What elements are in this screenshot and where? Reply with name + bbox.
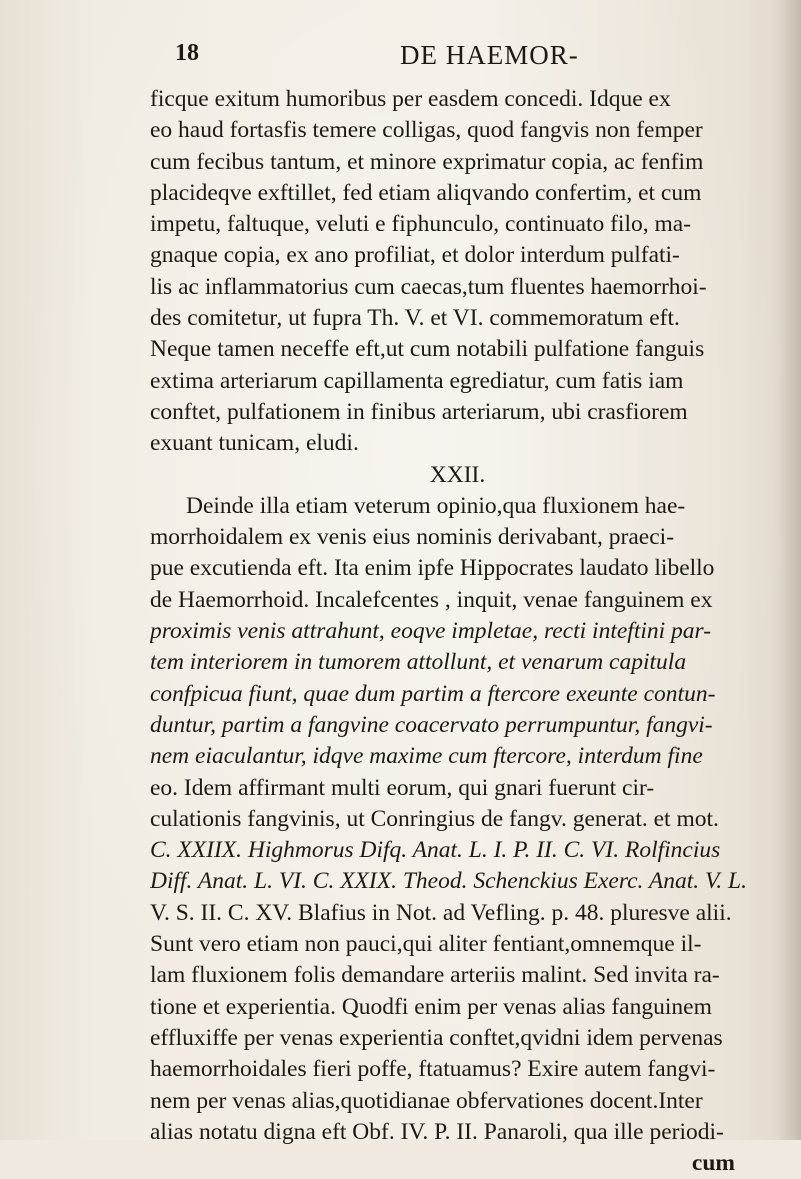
text-line: extima arteriarum capillamenta egrediatur, cum fatis iam bbox=[150, 367, 684, 394]
text-line: Neque tamen neceffe eft,ut cum notabili pulfatione fanguis bbox=[150, 336, 705, 363]
text-line: conftet, pulfationem in finibus arteriarum, ubi crasfiorem bbox=[150, 398, 688, 425]
text-line-italic: confpicua fiunt, quae dum partim a ftercore exeunte contun- bbox=[150, 680, 716, 707]
text-line: eo haud fortasfis temere colligas, quod fangvis non femper bbox=[150, 117, 703, 144]
text-line: effluxiffe per venas experientia conftet,qvidni idem pervenas bbox=[150, 1024, 723, 1051]
text-line: de Haemorrhoid. Incalefcentes , inquit, venae fanguinem ex bbox=[150, 586, 713, 613]
text-line: Sunt vero etiam non pauci,qui aliter fentiant,omnemque il- bbox=[150, 931, 702, 958]
text-line: placideqve exftillet, fed etiam aliqvando confertim, et cum bbox=[150, 179, 702, 206]
text-line: exuant tunicam, eludi. bbox=[150, 430, 359, 457]
text-line: morrhoidalem ex venis eius nominis derivabant, praeci- bbox=[150, 524, 675, 551]
text-line: cum fecibus tantum, et minore exprimatur copia, ac fenfim bbox=[150, 148, 704, 175]
text-line: alias notatu digna eft Obf. IV. P. II. Panaroli, qua ille periodi- bbox=[150, 1118, 724, 1145]
text-line: culationis fangvinis, ut Conringius de fangv. generat. et mot. bbox=[150, 805, 719, 832]
text-line: Deinde illa etiam veterum opinio,qua fluxionem hae- bbox=[186, 492, 686, 519]
text-line: ficque exitum humoribus per easdem concedi. Idque ex bbox=[150, 86, 671, 112]
text-line-italic: proximis venis attrahunt, eoqve impletae, recti inteftini par- bbox=[150, 618, 712, 645]
page-header bbox=[175, 40, 735, 80]
running-head: DE HAEMOR- bbox=[400, 40, 579, 70]
page-number: 18 bbox=[175, 40, 199, 66]
text-line: pue excutienda eft. Ita enim ipfe Hippocrates laudato libello bbox=[150, 555, 715, 582]
text-line: tione et experientia. Quodfi enim per venas alias fanguinem bbox=[150, 993, 712, 1020]
text-line: nem per venas alias,quotidianae obfervationes docent.Inter bbox=[150, 1087, 703, 1114]
text-line-italic: C. XXIIX. Highmorus Difq. Anat. L. I. P. II. C. VI. Rolfincius bbox=[150, 837, 721, 864]
text-line-italic: tem interiorem in tumorem attollunt, et venarum capitula bbox=[150, 649, 687, 676]
text-line: gnaque copia, ex ano profiliat, et dolor interdum pulfati- bbox=[150, 242, 680, 269]
text-line: eo. Idem affirmant multi eorum, qui gnari fuerunt cir- bbox=[150, 774, 655, 801]
text-line: lis ac inflammatorius cum caecas,tum fluentes haemorrhoi- bbox=[150, 273, 707, 300]
section-heading: XXII. bbox=[429, 461, 486, 488]
text-line: haemorrhoidales fieri poffe, ftatuamus? Exire autem fangvi- bbox=[150, 1056, 716, 1083]
text-line: V. S. II. C. XV. Blafius in Not. ad Vefling. p. 48. pluresve alii. bbox=[150, 899, 732, 926]
text-line-italic: duntur, partim a fangvine coacervato perrumpuntur, fangvi- bbox=[150, 711, 713, 738]
text-line: des comitetur, ut fupra Th. V. et VI. commemoratum eft. bbox=[150, 305, 680, 332]
text-line: lam fluxionem folis demandare arteriis malint. Sed invita ra- bbox=[150, 962, 720, 989]
catchword: cum bbox=[691, 1150, 735, 1177]
text-block bbox=[150, 84, 765, 1179]
text-line-italic: Diff. Anat. L. VI. C. XXIX. Theod. Schenckius Exerc. Anat. V. L. bbox=[150, 868, 748, 895]
text-line: impetu, faltuque, veluti e fiphunculo, continuato filo, ma- bbox=[150, 211, 692, 238]
text-line-italic: nem eiaculantur, idqve maxime cum ftercore, interdum fine bbox=[150, 743, 703, 770]
